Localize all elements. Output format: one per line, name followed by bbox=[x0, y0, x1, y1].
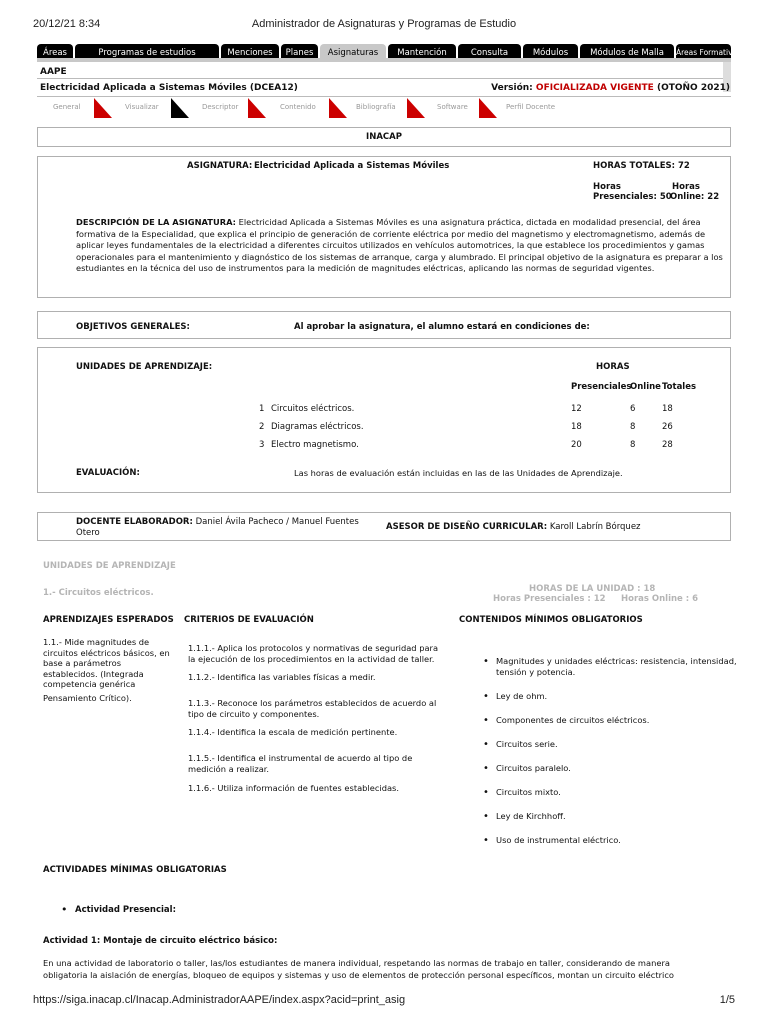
unit-title: 1.- Circuitos eléctricos. bbox=[43, 588, 154, 598]
unidad-name: Circuitos eléctricos. bbox=[271, 404, 355, 414]
print-footer bbox=[33, 994, 735, 1008]
asesor-name: Karoll Labrín Bórquez bbox=[549, 522, 641, 532]
subtab-perfil-docente[interactable]: Perfil Docente bbox=[506, 103, 556, 111]
unidad-online: 8 bbox=[630, 422, 636, 432]
app-label: AAPE bbox=[40, 67, 67, 77]
version-status: OFICIALIZADA VIGENTE bbox=[535, 83, 654, 93]
black-corner-icon bbox=[171, 98, 189, 118]
tab-areas-formativas[interactable]: Áreas Formativas bbox=[676, 44, 731, 62]
criterio-item bbox=[188, 783, 460, 794]
print-page-title: Administrador de Asignaturas y Programas de Estudio bbox=[251, 18, 517, 30]
criterio-line: 1.1.3.- Reconoce los parámetros establecidos de acuerdo al bbox=[188, 698, 437, 708]
horas-pres-value: Presenciales: 50 bbox=[593, 192, 672, 202]
criterio-line: tipo de circuito y componentes. bbox=[188, 708, 320, 719]
course-title: Electricidad Aplicada a Sistemas Móviles (DCEA12) bbox=[40, 83, 298, 93]
unidad-name: Diagramas eléctricos. bbox=[271, 422, 364, 432]
list-item: • Componentes de circuitos eléctricos. bbox=[483, 715, 743, 739]
aprendizaje-line: competencia genérica bbox=[43, 679, 136, 689]
horas-totales: HORAS TOTALES: 72 bbox=[593, 161, 690, 171]
unidad-num: 1 bbox=[259, 404, 265, 414]
contenidos-list bbox=[483, 656, 743, 859]
unit-horas-pres: Horas Presenciales : 12 bbox=[493, 594, 606, 604]
aprendizaje-line: establecidos. (Integrada bbox=[43, 668, 144, 679]
col-contenidos: CONTENIDOS MÍNIMOS OBLIGATORIOS bbox=[459, 615, 643, 625]
list-item: • Ley de ohm. bbox=[483, 691, 743, 715]
list-item: • Circuitos serie. bbox=[483, 739, 743, 763]
unidad-presenciales: 18 bbox=[571, 422, 582, 432]
docente-box bbox=[37, 512, 731, 541]
unidad-totales: 26 bbox=[662, 422, 673, 432]
criterio-line: 1.1.4.- Identifica la escala de medición pertinente. bbox=[188, 727, 398, 737]
tab-modulos[interactable]: Módulos bbox=[523, 44, 578, 62]
subtab-software[interactable]: Software bbox=[437, 103, 468, 111]
criterio-item bbox=[188, 643, 460, 664]
unit-section-title: UNIDADES DE APRENDIZAJE bbox=[43, 561, 176, 571]
sub-tabs bbox=[37, 98, 731, 118]
subtab-contenido[interactable]: Contenido bbox=[280, 103, 316, 111]
asignatura-box bbox=[37, 156, 731, 298]
unidad-row bbox=[38, 440, 730, 452]
list-item: • Magnitudes y unidades eléctricas: resistencia, intensidad, tensión y potencia. bbox=[483, 656, 743, 691]
unidad-row bbox=[38, 422, 730, 434]
col-totales: Totales bbox=[662, 382, 697, 392]
objetivos-label: OBJETIVOS GENERALES: bbox=[76, 322, 190, 332]
criterio-line: 1.1.6.- Utiliza información de fuentes establecidas. bbox=[188, 783, 400, 793]
asignatura-label: ASIGNATURA: bbox=[187, 161, 253, 171]
list-item: • Circuitos mixto. bbox=[483, 787, 743, 811]
unidades-box bbox=[37, 347, 731, 493]
red-corner-icon bbox=[248, 98, 266, 118]
actividad-title: Actividad 1: Montaje de circuito eléctrico básico: bbox=[43, 936, 278, 946]
red-corner-icon bbox=[329, 98, 347, 118]
bullet-icon: • bbox=[61, 903, 68, 916]
objetivos-text: Al aprobar la asignatura, el alumno estará en condiciones de: bbox=[294, 322, 590, 332]
tab-menciones[interactable]: Menciones bbox=[221, 44, 279, 62]
list-item: • Ley de Kirchhoff. bbox=[483, 811, 743, 835]
criterio-item bbox=[188, 698, 460, 719]
descripcion-text: Electricidad Aplicada a Sistemas Móviles es una asignatura práctica, dictada en modalidad presencial, del área formativa de la Especialidad, que explica el principio de generación de corriente eléctrica por medio del magnetismo y electromagnetismo, además de aplicar leyes fundamentales de la electricidad a diferentes circuitos utilizados en vehículos automotrices, la que establece los procedimientos y gamas operacionales para el mantenimiento y diagnóstico de los sistemas de arranque, carga y alumbrado. El principal objetivo de la asignatura es preparar a los estudiantes en la técnica del uso de instrumentos para la medición de magnitudes eléctricas, aplicando las normas de seguridad vigentes. bbox=[76, 217, 723, 273]
subtab-visualizar[interactable]: Visualizar bbox=[125, 103, 159, 111]
actividad-text bbox=[43, 957, 733, 981]
unidad-online: 6 bbox=[630, 404, 636, 414]
divider bbox=[37, 96, 731, 97]
tab-planes[interactable]: Planes bbox=[281, 44, 318, 62]
docente-line bbox=[76, 517, 359, 527]
list-item: • Uso de instrumental eléctrico. bbox=[483, 835, 743, 859]
print-url: https://siga.inacap.cl/Inacap.AdministradorAAPE/index.aspx?acid=print_asig bbox=[33, 994, 406, 1006]
descripcion-label: DESCRIPCIÓN DE LA ASIGNATURA: bbox=[76, 217, 236, 227]
page-number: 1/5 bbox=[719, 994, 735, 1006]
unit-horas: HORAS DE LA UNIDAD : 18 bbox=[529, 584, 656, 594]
print-datetime: 20/12/21 8:34 bbox=[33, 18, 101, 30]
unit-horas-online: Horas Online : 6 bbox=[621, 594, 699, 604]
tab-mantencion[interactable]: Mantención bbox=[388, 44, 456, 62]
version-info bbox=[491, 83, 730, 93]
criterio-line: la ejecución de los procedimientos en la actividad de taller. bbox=[188, 653, 435, 664]
unidad-presenciales: 12 bbox=[571, 404, 582, 414]
red-corner-icon bbox=[407, 98, 425, 118]
unidad-num: 2 bbox=[259, 422, 265, 432]
unidad-online: 8 bbox=[630, 440, 636, 450]
unidad-row bbox=[38, 404, 730, 416]
red-corner-icon bbox=[479, 98, 497, 118]
version-term: (OTOÑO 2021) bbox=[656, 83, 730, 93]
criterio-line: medición a realizar. bbox=[188, 763, 270, 774]
col-presenciales: Presenciales bbox=[571, 382, 632, 392]
horas-header: HORAS bbox=[596, 362, 630, 372]
unidad-totales: 28 bbox=[662, 440, 673, 450]
docente-name-cont: Otero bbox=[76, 528, 100, 538]
criterio-line: 1.1.5.- Identifica el instrumental de acuerdo al tipo de bbox=[188, 753, 413, 763]
tab-modulos-malla[interactable]: Módulos de Malla bbox=[580, 44, 674, 62]
actividad-presencial: Actividad Presencial: bbox=[75, 905, 176, 915]
aprendizaje-line: base a parámetros bbox=[43, 658, 122, 668]
print-header bbox=[33, 18, 735, 32]
unidad-name: Electro magnetismo. bbox=[271, 440, 359, 450]
unidad-presenciales: 20 bbox=[571, 440, 582, 450]
col-online: Online bbox=[630, 382, 661, 392]
col-criterios: CRITERIOS DE EVALUACIÓN bbox=[184, 615, 314, 625]
criterio-line: 1.1.1.- Aplica los protocolos y normativas de seguridad para bbox=[188, 643, 439, 653]
unidad-totales: 18 bbox=[662, 404, 673, 414]
unidad-num: 3 bbox=[259, 440, 265, 450]
subtab-bibliografia[interactable]: Bibliografía bbox=[356, 103, 396, 111]
horas-pres-label: Horas bbox=[593, 182, 621, 192]
criterio-item bbox=[188, 672, 460, 683]
divider bbox=[37, 78, 723, 79]
tab-programas[interactable]: Programas de estudios bbox=[75, 44, 219, 62]
institution-name: INACAP bbox=[366, 132, 402, 142]
criterio-line: 1.1.2.- Identifica las variables físicas a medir. bbox=[188, 672, 376, 682]
asesor-line bbox=[386, 522, 641, 532]
evaluacion-label: EVALUACIÓN: bbox=[76, 468, 140, 478]
unidades-label: UNIDADES DE APRENDIZAJE: bbox=[76, 362, 213, 372]
institution-box bbox=[37, 127, 731, 147]
subtab-descriptor[interactable]: Descriptor bbox=[202, 103, 239, 111]
actividades-title: ACTIVIDADES MÍNIMAS OBLIGATORIAS bbox=[43, 865, 227, 875]
asesor-label: ASESOR DE DISEÑO CURRICULAR: bbox=[386, 522, 548, 532]
red-corner-icon bbox=[94, 98, 112, 118]
objetivos-box bbox=[37, 311, 731, 339]
list-item: • Circuitos paralelo. bbox=[483, 763, 743, 787]
evaluacion-text: Las horas de evaluación están incluidas en las de las Unidades de Aprendizaje. bbox=[294, 468, 623, 478]
col-aprendizajes: APRENDIZAJES ESPERADOS bbox=[43, 615, 174, 625]
version-label: Versión: bbox=[491, 83, 533, 93]
aprendizaje-line: circuitos eléctricos básicos, en bbox=[43, 647, 170, 658]
criterio-item bbox=[188, 727, 460, 738]
actividad-line: En una actividad de laboratorio o taller, las/los estudiantes de manera individual, respetando las normas de trabajo en taller, considerando de manera bbox=[43, 958, 670, 968]
aprendizaje-line: 1.1.- Mide magnitudes de bbox=[43, 637, 150, 647]
tab-asignaturas[interactable]: Asignaturas bbox=[320, 44, 386, 62]
tab-consulta[interactable]: Consulta bbox=[458, 44, 521, 62]
actividad-line: obligatoria la aislación de energías, bloqueo de equipos y sistemas y uso de elementos de protección personal específicos, montan un circuito eléctrico bbox=[43, 970, 674, 980]
horas-online-value: Online: 22 bbox=[670, 192, 720, 202]
descripcion-paragraph bbox=[76, 217, 728, 275]
docente-label: DOCENTE ELABORADOR: bbox=[76, 517, 193, 527]
asignatura-name: Electricidad Aplicada a Sistemas Móviles bbox=[254, 161, 450, 171]
aprendizaje-line: Pensamiento Crítico). bbox=[43, 692, 132, 703]
criterio-item bbox=[188, 753, 460, 774]
subtab-general[interactable]: General bbox=[53, 103, 81, 111]
horas-online-label: Horas bbox=[672, 182, 700, 192]
docente-name: Daniel Ávila Pacheco / Manuel Fuentes bbox=[195, 517, 359, 527]
tab-stripe bbox=[37, 58, 731, 62]
tab-areas[interactable]: Áreas bbox=[37, 44, 73, 62]
aprendizaje-esperado bbox=[43, 637, 183, 703]
